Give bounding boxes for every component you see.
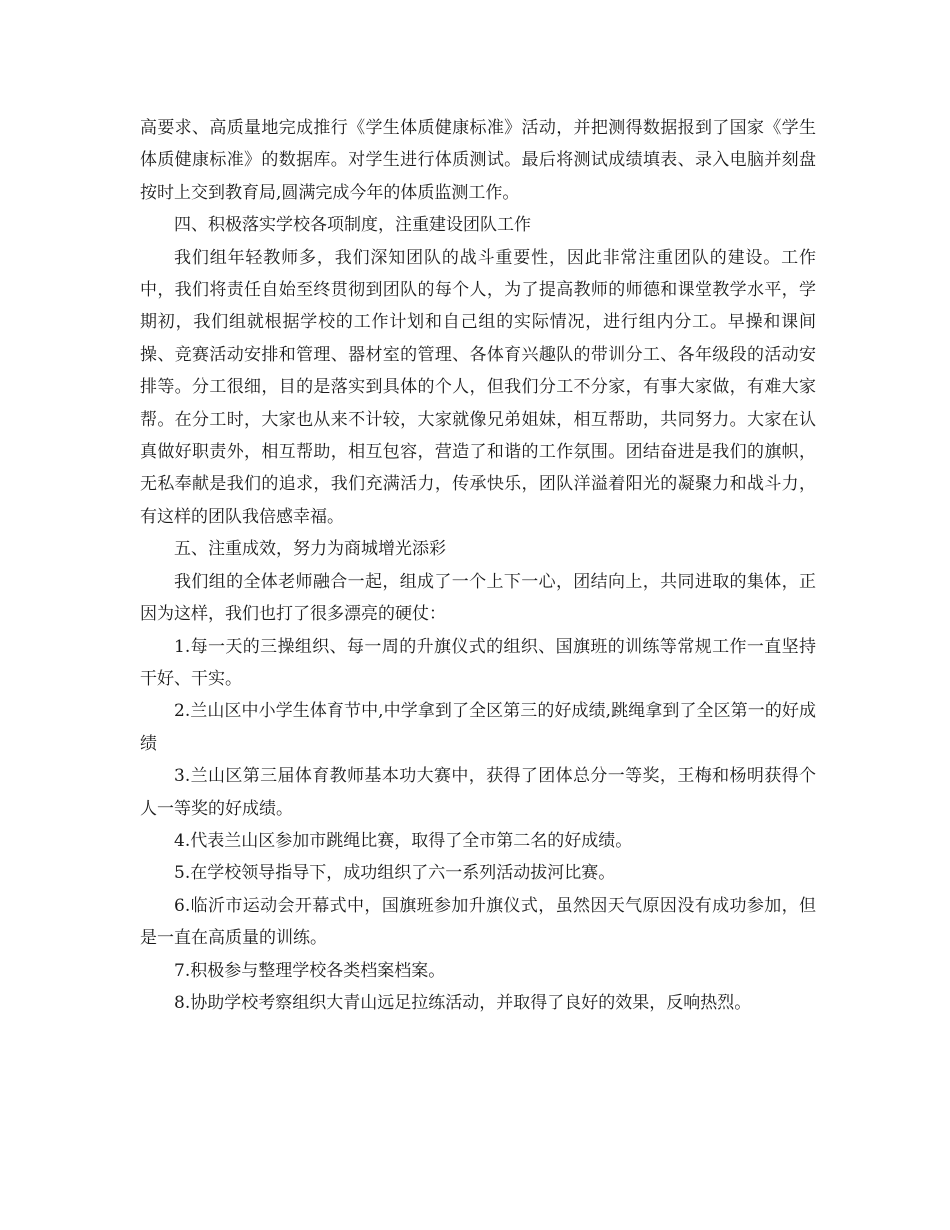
document-body	[140, 112, 816, 1019]
list-item: 6.临沂市运动会开幕式中，国旗班参加升旗仪式，虽然因天气原因没有成功参加，但是一直在高质量的训练。	[140, 895, 816, 949]
list-item: 4.代表兰山区参加市跳绳比赛，取得了全市第二名的好成绩。	[174, 830, 633, 851]
list-item: 5.在学校领导指导下，成功组织了六一系列活动拔河比赛。	[174, 863, 616, 884]
list-item: 7.积极参与整理学校各类档案档案。	[174, 960, 446, 981]
list-item: 1.每一天的三操组织、每一周的升旗仪式的组织、国旗班的训练等常规工作一直坚持干好、干实。	[140, 636, 816, 689]
paragraph-continuation: 高要求、高质量地完成推行《学生体质健康标准》活动，并把测得数据报到了国家《学生体质健康标准》的数据库。对学生进行体质测试。最后将测试成绩填表、录入电脑并刻盘按时上交到教育局,圆满完成今年的体质监测工作。	[140, 118, 816, 203]
list-item: 3.兰山区第三届体育教师基本功大赛中，获得了团体总分一等奖，王梅和杨明获得个人一等奖的好成绩。	[140, 766, 816, 819]
list-item: 2.兰山区中小学生体育节中,中学拿到了全区第三的好成绩,跳绳拿到了全区第一的好成绩	[140, 701, 816, 754]
paragraph-team-building: 我们组年轻教师多，我们深知团队的战斗重要性，因此非常注重团队的建设。工作中，我们将责任自始至终贯彻到团队的每个人，为了提高教师的师德和课堂教学水平，学期初，我们组就根据学校的工作计划和自己组的实际情况，进行组内分工。早操和课间操、竞赛活动安排和管理、器材室的管理、各体育兴趣队的带训分工、各年级段的活动安排等。分工很细，目的是落实到具体的个人，但我们分工不分家，有事大家做，有难大家帮。在分工时，大家也从来不计较，大家就像兄弟姐妹，相互帮助，共同努力。大家在认真做好职责外，相互帮助，相互包容，营造了和谐的工作氛围。团结奋进是我们的旗帜，无私奉献是我们的追求，我们充满活力，传承快乐，团队洋溢着阳光的凝聚力和战斗力，有这样的团队我倍感幸福。	[140, 247, 816, 527]
paragraph-achievements-intro: 我们组的全体老师融合一起，组成了一个上下一心，团结向上，共同进取的集体，正因为这样，我们也打了很多漂亮的硬仗：	[140, 571, 816, 625]
section-heading-five: 五、注重成效，努力为商城增光添彩	[174, 539, 446, 560]
list-item: 8.协助学校考察组织大青山远足拉练活动，并取得了良好的效果，反响热烈。	[174, 992, 752, 1013]
section-heading-four: 四、积极落实学校各项制度，注重建设团队工作	[174, 215, 531, 236]
